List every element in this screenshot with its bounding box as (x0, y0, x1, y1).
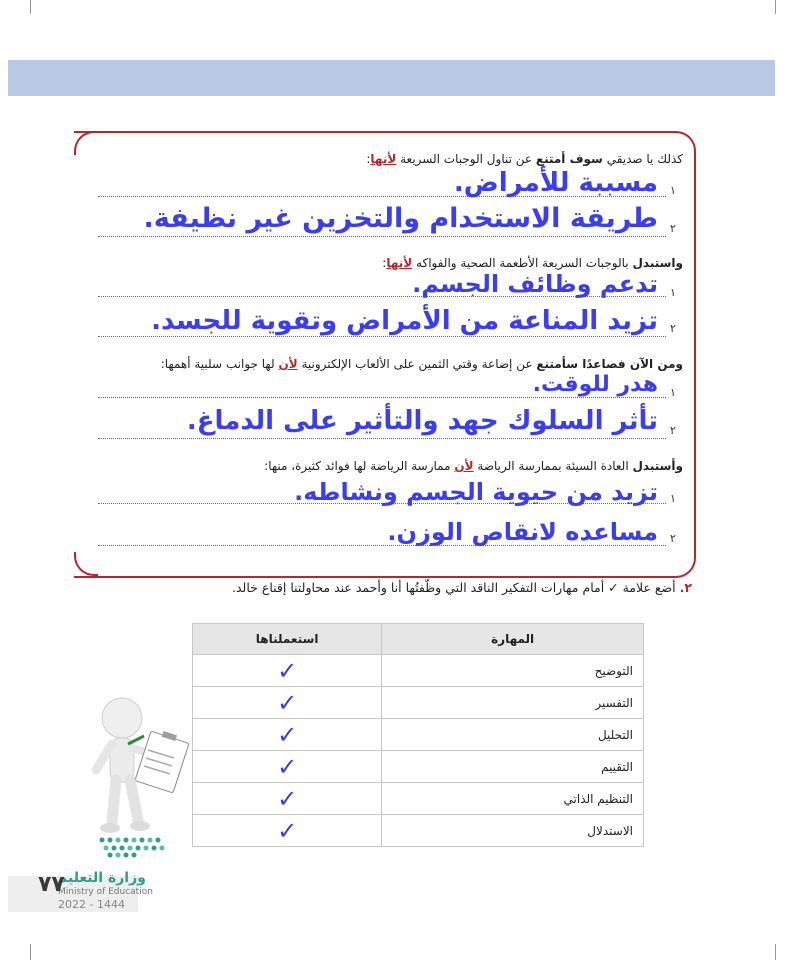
check-mark[interactable]: ✓ (193, 655, 382, 687)
check-mark[interactable]: ✓ (193, 815, 382, 847)
crop-mark (775, 0, 776, 14)
check-mark[interactable]: ✓ (193, 719, 382, 751)
item-number: ١ (670, 286, 676, 299)
item-number: ١ (670, 386, 676, 399)
logo-dots-icon (98, 836, 168, 858)
table-row (193, 815, 644, 847)
handwritten-answer: طريقة الاستخدام والتخزين غير نظيفة. (143, 203, 658, 234)
header-band (8, 60, 775, 96)
table-header-row (193, 624, 644, 655)
skill-name: الاستدلال (382, 815, 644, 847)
table-row (193, 783, 644, 815)
header-used: استعملناها (193, 624, 382, 655)
answer-line (98, 397, 666, 398)
table-row (193, 751, 644, 783)
skill-name: التنظيم الذاتي (382, 783, 644, 815)
skill-name: التوضيح (382, 655, 644, 687)
item-number: ١ (670, 492, 676, 505)
page-number: ٧٧ (38, 872, 65, 897)
item-number: ٢ (670, 424, 676, 437)
answer-frame (74, 131, 696, 578)
handwritten-answer: مسببة للأمراض. (453, 168, 658, 198)
header-skill: المهارة (382, 624, 644, 655)
skill-name: التفسير (382, 687, 644, 719)
item-number: ٢ (670, 532, 676, 545)
section2-prompt: واستبدل بالوجبات السريعة الأطعمة الصحية والفواكه لأنها: (382, 256, 683, 270)
table-row (193, 687, 644, 719)
section3-prompt: ومن الآن فصاعدًا سأمتنع عن إضاعة وقتي الثمين على الألعاب الإلكترونية لأن لها جوانب سلبية أهمها: (160, 357, 683, 371)
check-mark[interactable]: ✓ (193, 687, 382, 719)
item-number: ٢ (670, 322, 676, 335)
skills-table (192, 623, 644, 847)
handwritten-answer: تدعم وظائف الجسم. (412, 270, 658, 298)
item-number: ١ (670, 184, 676, 197)
answer-line (98, 236, 666, 237)
ministry-logo-subtitle: Ministry of Education (58, 887, 153, 897)
check-mark[interactable]: ✓ (193, 751, 382, 783)
crop-mark (775, 944, 776, 960)
ministry-logo-text: وزارة التعليم (57, 870, 146, 886)
section1-prompt: كذلك يا صديقي سوف أمتنع عن تناول الوجبات السريعة لأنها: (366, 152, 683, 166)
table-row (193, 719, 644, 751)
edition-year: 2022 - 1444 (58, 898, 125, 911)
handwritten-answer: مساعده لانقاص الوزن. (387, 518, 658, 546)
table-row (193, 655, 644, 687)
answer-line (98, 438, 666, 439)
skill-name: التحليل (382, 719, 644, 751)
answer-line (98, 336, 666, 337)
check-mark[interactable]: ✓ (193, 783, 382, 815)
person-with-clipboard-illustration (82, 692, 202, 842)
skill-name: التقييم (382, 751, 644, 783)
item-number: ٢ (670, 222, 676, 235)
handwritten-answer: تزيد من حيوية الجسم ونشاطه. (294, 478, 658, 506)
handwritten-answer: هدر للوقت. (532, 372, 658, 397)
handwritten-answer: تأثر السلوك جهد والتأثير على الدماغ. (186, 406, 658, 436)
crop-mark (30, 944, 31, 960)
section4-prompt: وأستبدل العادة السيئة بممارسة الرياضة لأن ممارسة الرياضة لها فوائد كثيرة، منها: (264, 459, 683, 473)
crop-mark (30, 0, 31, 14)
question-2: ٢. أضع علامة ✓ أمام مهارات التفكير الناقد التي وظّفتُها أنا وأحمد عند محاولتنا إقناع خالد. (232, 580, 692, 595)
handwritten-answer: تزيد المناعة من الأمراض وتقوية للجسد. (151, 306, 658, 336)
